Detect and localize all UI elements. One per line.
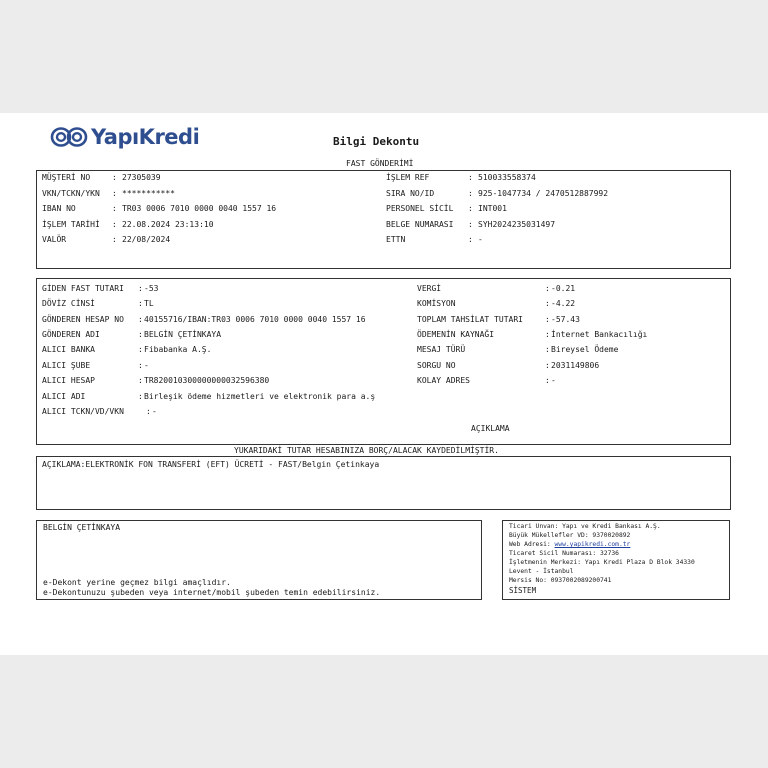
description-text: AÇIKLAMA:ELEKTRONİK FON TRANSFERİ (EFT) ÜCRETİ - FAST/Belgin Çetinkaya [42, 460, 380, 469]
field-label: SORGU NO [417, 361, 456, 370]
field-value: -4.22 [551, 299, 576, 308]
field-value: Birleşik ödeme hizmetleri ve elektronik para a.ş [144, 392, 376, 401]
field-label: PERSONEL SİCİL [386, 204, 454, 213]
field-label: GİDEN FAST TUTARI [42, 284, 124, 293]
field-value: İnternet Bankacılığı [551, 330, 648, 339]
receipt-document [0, 113, 768, 655]
yapikredi-logo [50, 125, 199, 149]
field-label: ÖDEMENİN KAYNAĞI [417, 330, 495, 339]
field-label: İŞLEM TARİHİ [42, 220, 100, 229]
field-label: MÜŞTERİ NO [42, 173, 91, 182]
field-value: -0.21 [551, 284, 576, 293]
transfer-left-fields: GİDEN FAST TUTARI : -53 DÖVİZ CİNSİ : TL GÖNDEREN HESAP NO : 40155716/IBAN:TR03 0006 7010 0000 0040 1557 16 GÖNDEREN ADI : BELGİN ÇETİNKAYA ALICI BANKA : Fibabanka A.Ş. ALICI ŞUBE : - ALICI HESAP : TR820010300000000032596380 ALICI ADI : Birleşik ödeme hizmetleri ve elektronik para a.ş ALICI TCKN/VD/VKN : - [42, 284, 376, 416]
corporate-info-box [502, 520, 730, 600]
field-value: 22/08/2024 [122, 235, 171, 244]
field-value: 510033558374 [478, 173, 536, 182]
document-title: Bilgi Dekontu [333, 135, 420, 148]
field-label: KOMİSYON [417, 299, 456, 308]
corp-city: Levent - İstanbul [509, 568, 574, 575]
field-value: TL [144, 299, 154, 308]
field-value: 40155716/IBAN:TR03 0006 7010 0000 0040 1557 16 [144, 315, 366, 324]
field-label: VERGİ [417, 284, 442, 293]
field-value: *********** [122, 189, 175, 198]
field-value: BELGİN ÇETİNKAYA [144, 330, 222, 339]
field-label: ALICI HESAP [42, 376, 95, 385]
field-label: VKN/TCKN/YKN [42, 189, 100, 198]
corp-tax-office: Büyük Mükellefler VD: 9370020892 [509, 532, 631, 539]
field-label: MESAJ TÜRÜ [417, 345, 466, 354]
document-subtitle: FAST GÖNDERİMİ [346, 159, 414, 168]
debit-notice: YUKARIDAKİ TUTAR HESABINIZA BORÇ/ALACAK KAYDEDİLMİŞTİR. [234, 446, 499, 455]
transfer-right-fields: VERGİ : -0.21 KOMİSYON : -4.22 TOPLAM TAHSİLAT TUTARI : -57.43 ÖDEMENİN KAYNAĞI : İnternet Bankacılığı MESAJ TÜRÜ : Bireysel Ödeme SORGU NO : 2031149806 KOLAY ADRES : - [417, 284, 648, 385]
field-value: 925-1047734 / 2470512887992 [478, 189, 609, 198]
corp-website-label: Web Adresi: [509, 541, 555, 548]
top-left-fields: MÜŞTERİ NO : 27305039 VKN/TCKN/YKN : *********** IBAN NO : TR03 0006 7010 0000 0040 1557 16 İŞLEM TARİHİ : 22.08.2024 23:13:10 VALÖR : 22/08/2024 [42, 173, 277, 244]
field-value: 22.08.2024 23:13:10 [122, 220, 214, 229]
field-label: ALICI TCKN/VD/VKN [42, 407, 124, 416]
corp-registry: Ticaret Sicil Numarası: 32736 [509, 550, 619, 557]
field-label: İŞLEM REF [386, 173, 430, 182]
field-label: ALICI ŞUBE [42, 361, 91, 370]
corp-mersis: Mersis No: 0937002089200741 [509, 577, 612, 584]
info-note-1: e-Dekont yerine geçmez bilgi amaçlıdır. [43, 578, 231, 587]
field-label: KOLAY ADRES [417, 376, 470, 385]
field-value: Bireysel Ödeme [551, 345, 619, 354]
field-value: TR03 0006 7010 0000 0040 1557 16 [122, 204, 277, 213]
field-value: -53 [144, 284, 159, 293]
field-value: SYH2024235031497 [478, 220, 556, 229]
field-label: VALÖR [42, 235, 67, 244]
field-value: -57.43 [551, 315, 580, 324]
field-value: Fibabanka A.Ş. [144, 345, 212, 354]
yapikredi-logo-icon [50, 126, 90, 148]
field-value: - [144, 361, 149, 370]
field-label: BELGE NUMARASI [386, 220, 454, 229]
field-label: IBAN NO [42, 204, 76, 213]
corp-trade-name: Ticari Unvan: Yapı ve Kredi Bankası A.Ş. [509, 523, 661, 530]
field-value: - [152, 407, 157, 416]
customer-name: BELGİN ÇETİNKAYA [43, 523, 121, 532]
field-value: - [551, 376, 556, 385]
corp-system: SİSTEM [509, 586, 537, 595]
field-value: 27305039 [122, 173, 161, 182]
field-label: SIRA NO/ID [386, 189, 435, 198]
field-label: ALICI BANKA [42, 345, 95, 354]
field-label: GÖNDEREN HESAP NO [42, 315, 124, 324]
field-label: DÖVİZ CİNSİ [42, 299, 95, 308]
field-value: - [478, 235, 483, 244]
corp-website-link[interactable]: www.yapikredi.com.tr [554, 541, 631, 548]
corp-headquarters: İşletmenin Merkezi: Yapı Kredi Plaza D Blok 34330 [509, 559, 695, 566]
info-note-2: e-Dekontunuzu şubeden veya internet/mobil şubeden temin edebilirsiniz. [43, 588, 381, 597]
field-value: 2031149806 [551, 361, 600, 370]
top-right-fields: İŞLEM REF : 510033558374 SIRA NO/ID : 925-1047734 / 2470512887992 PERSONEL SİCİL : INT001 BELGE NUMARASI : SYH2024235031497 ETTN : - [386, 173, 609, 244]
field-label: ALICI ADI [42, 392, 86, 401]
field-label: TOPLAM TAHSİLAT TUTARI [417, 315, 523, 324]
field-value: TR820010300000000032596380 [144, 376, 270, 385]
field-value: INT001 [478, 204, 507, 213]
brand-name: YapıKredi [91, 125, 200, 149]
field-label: ETTN [386, 235, 406, 244]
corp-website [509, 541, 630, 549]
signature-box [36, 520, 482, 600]
aciklama-heading: AÇIKLAMA [471, 424, 510, 433]
field-label: GÖNDEREN ADI [42, 330, 100, 339]
